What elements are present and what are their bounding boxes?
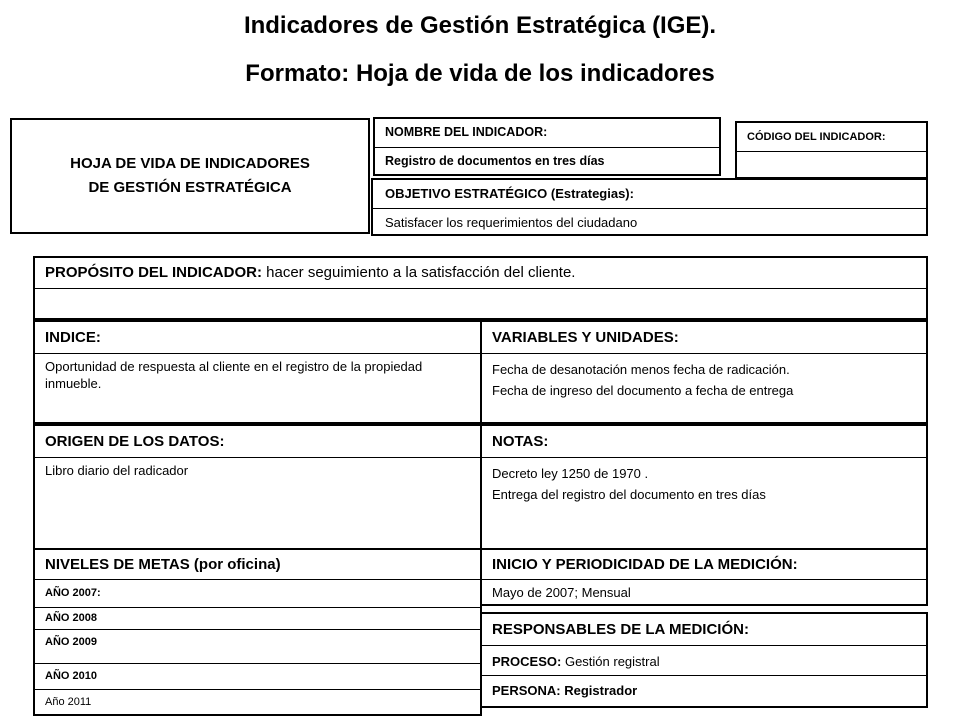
nombre-value: Registro de documentos en tres días xyxy=(385,154,605,168)
origen-box xyxy=(33,424,482,550)
niveles-box xyxy=(33,548,482,716)
persona-row: PERSONA: Registrador xyxy=(492,683,638,698)
header-box-line2: DE GESTIÓN ESTRATÉGICA xyxy=(88,179,292,196)
notas-line2: Entrega del registro del documento en tres días xyxy=(492,487,766,502)
proceso-row xyxy=(482,646,926,676)
notas-label: NOTAS: xyxy=(482,426,926,458)
indice-label: INDICE: xyxy=(35,322,480,354)
proposito-value: hacer seguimiento a la satisfacción del cliente. xyxy=(261,264,576,281)
header-box xyxy=(10,118,370,234)
proceso-label: PROCESO: xyxy=(492,654,562,669)
variables-label: VARIABLES Y UNIDADES: xyxy=(482,322,926,354)
origen-value: Libro diario del radicador xyxy=(45,463,189,478)
proposito-row xyxy=(35,258,926,289)
variables-value xyxy=(482,359,926,401)
objetivo-label: OBJETIVO ESTRATÉGICO (Estrategias): xyxy=(373,180,926,209)
inicio-value: Mayo de 2007; Mensual xyxy=(492,585,631,600)
objetivo-box xyxy=(371,178,928,236)
objetivo-value: Satisfacer los requerimientos del ciudadano xyxy=(385,215,638,230)
year-row: AÑO 2008 xyxy=(35,608,480,630)
niveles-label: NIVELES DE METAS (por oficina) xyxy=(35,550,480,580)
codigo-label: CÓDIGO DEL INDICADOR: xyxy=(737,123,926,152)
origen-label: ORIGEN DE LOS DATOS: xyxy=(35,426,480,458)
inicio-box xyxy=(480,548,928,606)
nombre-label: NOMBRE DEL INDICADOR: xyxy=(375,119,719,148)
header-box-line1: HOJA DE VIDA DE INDICADORES xyxy=(70,155,310,172)
notas-value xyxy=(482,463,926,505)
indice-box xyxy=(33,320,482,424)
proposito-box xyxy=(33,256,928,320)
variables-line1: Fecha de desanotación menos fecha de radicación. xyxy=(492,362,790,377)
variables-box xyxy=(480,320,928,424)
nombre-box xyxy=(373,117,721,176)
responsables-label: RESPONSABLES DE LA MEDICIÓN: xyxy=(482,614,926,646)
proceso-value: Gestión registral xyxy=(561,654,660,669)
inicio-label: INICIO Y PERIODICIDAD DE LA MEDICIÓN: xyxy=(482,550,926,580)
year-row: AÑO 2010 xyxy=(35,664,480,690)
notas-box xyxy=(480,424,928,550)
proposito-label: PROPÓSITO DEL INDICADOR: xyxy=(45,264,262,281)
indice-value: Oportunidad de respuesta al cliente en el registro de la propiedad inmueble. xyxy=(45,359,423,391)
variables-line2: Fecha de ingreso del documento a fecha de entrega xyxy=(492,383,794,398)
year-row: AÑO 2007: xyxy=(35,580,480,608)
page-subtitle: Formato: Hoja de vida de los indicadores xyxy=(245,60,715,87)
notas-line1: Decreto ley 1250 de 1970 . xyxy=(492,466,649,481)
year-row: AÑO 2009 xyxy=(35,630,480,664)
year-row: Año 2011 xyxy=(45,696,92,708)
page-title: Indicadores de Gestión Estratégica (IGE). xyxy=(243,12,717,39)
codigo-box xyxy=(735,121,928,179)
responsables-box xyxy=(480,612,928,708)
codigo-value xyxy=(737,152,926,179)
